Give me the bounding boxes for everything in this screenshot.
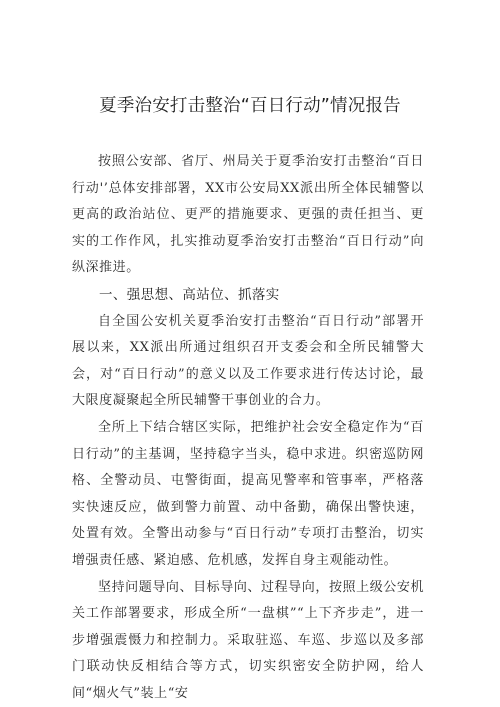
paragraph-intro: 按照公安部、省厅、州局关于夏季治安打击整治“百日行动'’总体安排部署，XX市公安局XX派出所全体民辅警以更高的政治站位、更严的措施要求、更强的责任担当、更实的工作作风，扎实推动夏季治安打击整治“百日行动”向纵深推进。	[72, 154, 424, 276]
section-heading-1: 一、强思想、高站位、抓落实	[99, 286, 280, 303]
paragraph-3: 全所上下结合辖区实际，把维护社会安全稳定作为“百日行动”的主基调，坚持稳字当头，稳中求进。织密巡防网格、全警动员、屯警街面，提高见警率和管事率，严格落实快速反应，做到警力前置、动中备勤，确保出警快速，处置有效。全警出动参与“百日行动”专项打击整治，切实增强责任感、紧迫感、危机感，发挥自身主观能动性。	[72, 419, 424, 568]
paragraph-2: 自全国公安机关夏季治安打击整治“百日行动”部署开展以来，XX派出所通过组织召开支委会和全所民辅警大会，对“百日行动”的意义以及工作要求进行传达讨论，最大限度凝聚起全所民辅警干事创业的合力。	[72, 313, 424, 409]
paragraph-4: 坚持问题导向、目标导向、过程导向，按照上级公安机关工作部署要求，形成全所“一盘棋”“上下齐步走”，进一步增强震慑力和控制力。采取驻巡、车巡、步巡以及多部门联动快反相结合等方式，切实织密安全防护网，给人间“烟火气”装上“安	[72, 579, 424, 701]
document-title: 夏季治安打击整治“百日行动”情况报告	[99, 96, 401, 116]
document-body	[72, 149, 424, 707]
